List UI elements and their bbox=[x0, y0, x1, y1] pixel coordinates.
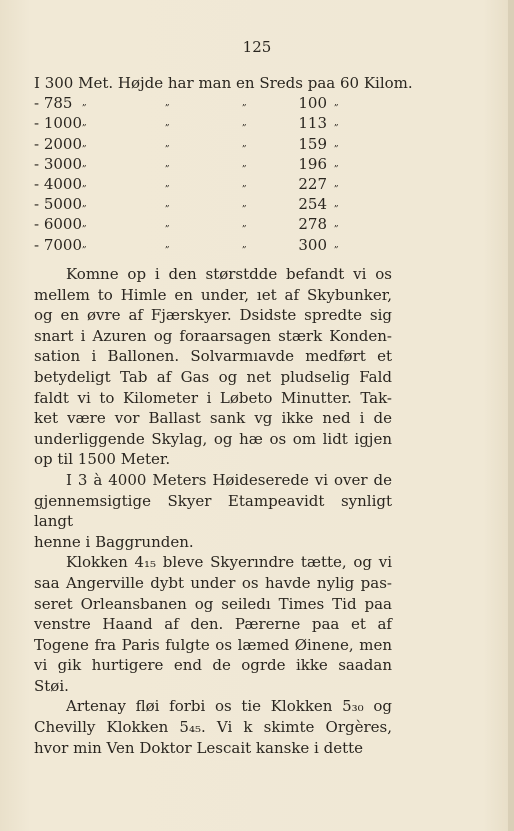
ditto-mark: „ bbox=[165, 98, 170, 109]
ditto-mark: „ bbox=[82, 219, 87, 230]
text-line: og en øvre af Fjærskyer. Dsidste spredte sig bbox=[34, 306, 392, 325]
text-line: Klokken 4₁₅ bleve Skyerındre tætte, og vi bbox=[66, 553, 392, 572]
page-number: 125 bbox=[242, 38, 272, 56]
text-line: vi gik hurtigere end de ogrde ikke saadan bbox=[34, 656, 392, 675]
ditto-mark: „ bbox=[242, 219, 247, 230]
table-cell-altitude: - 6000 bbox=[34, 215, 83, 234]
table-cell-radius: 254 bbox=[298, 195, 327, 214]
body-text bbox=[34, 264, 392, 758]
table-cell-altitude: - 7000 bbox=[34, 235, 83, 254]
text-line: ket være vor Ballast sank vg ikke ned i de bbox=[34, 409, 392, 428]
ditto-mark: „ bbox=[165, 219, 170, 230]
ditto-mark: „ bbox=[242, 178, 247, 189]
text-line: I 3 à 4000 Meters Høideserede vi over de bbox=[66, 470, 392, 489]
ditto-mark: „ bbox=[242, 138, 247, 149]
ditto-mark: „ bbox=[82, 118, 87, 129]
table-row bbox=[34, 174, 394, 194]
table-row bbox=[34, 214, 394, 234]
text-line: hvor min Ven Doktor Lescait kanske i dette bbox=[34, 738, 364, 757]
table-first-line bbox=[34, 73, 413, 93]
text-line: gjennemsigtige Skyer Etampeavidt synligt langt bbox=[34, 491, 392, 531]
text-line: mellem to Himle en under, ıet af Skybunker, bbox=[34, 285, 392, 304]
ditto-mark: „ bbox=[242, 158, 247, 169]
text-line: sation i Ballonen. Solvarmıavde medført et bbox=[34, 347, 392, 366]
table-row bbox=[34, 194, 394, 214]
ditto-mark: „ bbox=[334, 118, 339, 129]
page-edge bbox=[508, 0, 514, 831]
text-line: faldt vi to Kilometer i Løbeto Minutter. Tak- bbox=[34, 388, 392, 407]
ditto-mark: „ bbox=[165, 138, 170, 149]
table-cell-altitude: - 1000 bbox=[34, 114, 83, 133]
ditto-mark: „ bbox=[242, 239, 247, 250]
text-line: betydeligt Tab af Gas og net pludselig Fald bbox=[34, 367, 392, 386]
table-cell-radius: 113 bbox=[298, 114, 327, 133]
table-cell-radius: 278 bbox=[298, 215, 327, 234]
text-line: venstre Haand af den. Pærerne paa et af bbox=[34, 615, 392, 634]
ditto-mark: „ bbox=[334, 199, 339, 210]
ditto-mark: „ bbox=[165, 158, 170, 169]
ditto-mark: „ bbox=[242, 118, 247, 129]
text-line: snart i Azuren og foraarsagen stærk Konden- bbox=[34, 326, 392, 345]
table-cell-altitude: - 3000 bbox=[34, 154, 83, 173]
text-line: Komne op i den størstdde befandt vi os bbox=[66, 265, 392, 283]
paragraph bbox=[34, 552, 392, 696]
ditto-mark: „ bbox=[165, 118, 170, 129]
paragraph bbox=[34, 696, 392, 758]
text-line: Togene fra Paris fulgte os læmed Øinene, men bbox=[34, 635, 392, 654]
table-cell-altitude: - 5000 bbox=[34, 195, 83, 214]
ditto-mark: „ bbox=[82, 158, 87, 169]
ditto-mark: „ bbox=[82, 98, 87, 109]
table-cell-altitude: - 785 bbox=[34, 94, 73, 113]
text-line: underliggende Skylag, og hæ os om lidt igjen bbox=[34, 429, 392, 448]
text-line: Artenay fløi forbi os tie Klokken 5₃₀ og bbox=[66, 697, 392, 716]
table-first-line-text: I 300 Met. Højde har man en Sreds paa 60 Kilom. bbox=[34, 74, 413, 92]
ditto-mark: „ bbox=[334, 138, 339, 149]
text-line: Støi. bbox=[34, 676, 69, 695]
altitude-table bbox=[34, 73, 413, 255]
table-row bbox=[34, 235, 394, 255]
ditto-mark: „ bbox=[334, 158, 339, 169]
text-line: seret Orleansbanen og seiledı Times Tid paa bbox=[34, 594, 392, 613]
ditto-mark: „ bbox=[334, 178, 339, 189]
table-cell-radius: 300 bbox=[298, 235, 327, 254]
table-cell-radius: 196 bbox=[298, 154, 327, 173]
text-line: op til 1500 Meter. bbox=[34, 450, 171, 469]
text-line: saa Angerville dybt under os havde nylig pas- bbox=[34, 573, 392, 592]
table-row bbox=[34, 154, 394, 174]
ditto-mark: „ bbox=[334, 98, 339, 109]
ditto-mark: „ bbox=[165, 178, 170, 189]
table-cell-radius: 100 bbox=[298, 94, 327, 113]
table-cell-radius: 159 bbox=[298, 134, 327, 153]
table-cell-altitude: - 2000 bbox=[34, 134, 83, 153]
ditto-mark: „ bbox=[165, 239, 170, 250]
text-line: Chevilly Klokken 5₄₅. Vi k skimte Orgères, bbox=[34, 718, 392, 737]
ditto-mark: „ bbox=[334, 239, 339, 250]
paragraph bbox=[34, 264, 392, 470]
ditto-mark: „ bbox=[242, 98, 247, 109]
table-row bbox=[34, 113, 394, 133]
paragraph bbox=[34, 470, 392, 552]
table-cell-radius: 227 bbox=[298, 174, 327, 193]
text-line: henne i Baggrunden. bbox=[34, 532, 194, 551]
ditto-mark: „ bbox=[334, 219, 339, 230]
ditto-mark: „ bbox=[82, 178, 87, 189]
ditto-mark: „ bbox=[165, 199, 170, 210]
ditto-mark: „ bbox=[82, 199, 87, 210]
ditto-mark: „ bbox=[82, 239, 87, 250]
table-cell-altitude: - 4000 bbox=[34, 174, 83, 193]
ditto-mark: „ bbox=[242, 199, 247, 210]
table-row bbox=[34, 93, 394, 113]
table-row bbox=[34, 134, 394, 154]
ditto-mark: „ bbox=[82, 138, 87, 149]
